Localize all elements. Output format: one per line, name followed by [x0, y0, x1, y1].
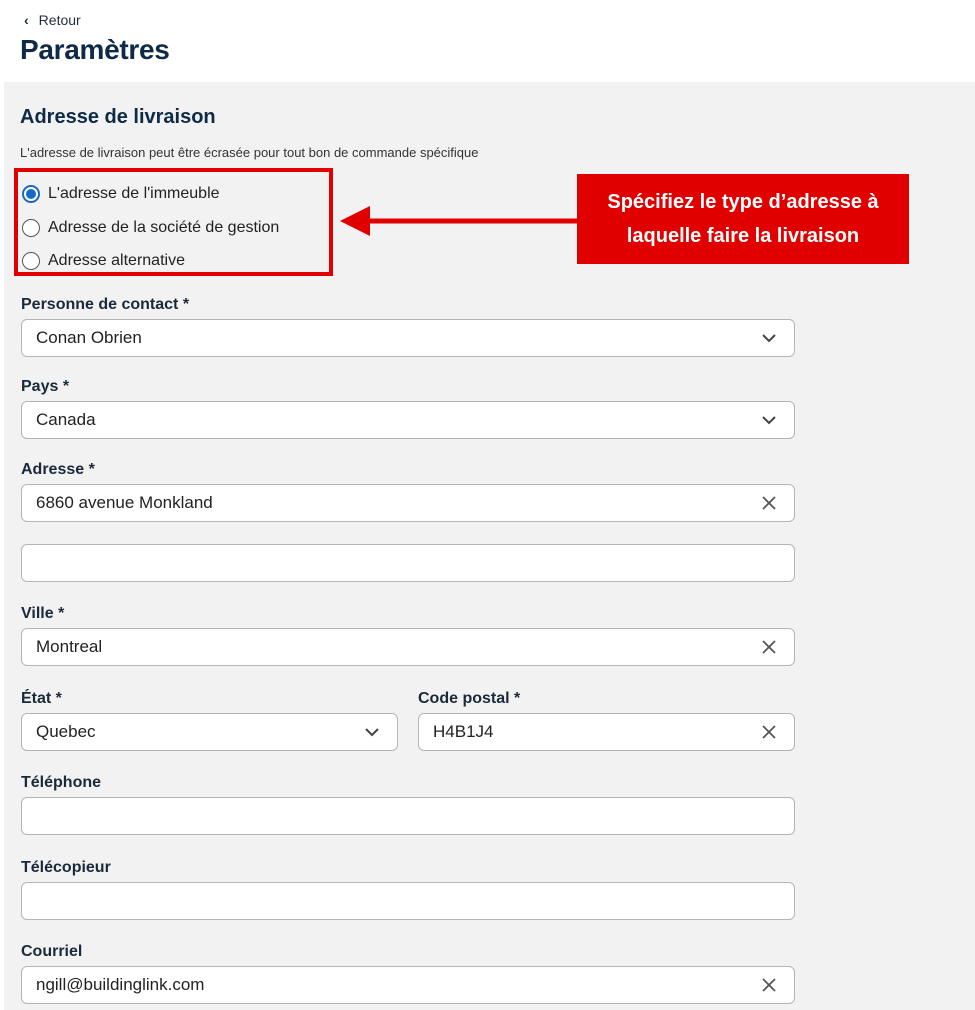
- close-icon[interactable]: [758, 974, 780, 996]
- callout-box: [577, 174, 909, 264]
- state-value: Quebec: [36, 722, 96, 741]
- city-value: Montreal: [36, 637, 103, 656]
- phone-label: Téléphone: [21, 774, 102, 791]
- radio-label: Adresse de la société de gestion: [48, 219, 280, 236]
- chevron-down-icon[interactable]: [361, 721, 383, 743]
- contact-label: Personne de contact *: [21, 296, 190, 313]
- country-select[interactable]: [21, 401, 795, 439]
- address-line2-input[interactable]: [21, 544, 795, 582]
- radio-alternative-address[interactable]: [22, 252, 185, 270]
- fax-input[interactable]: [21, 882, 795, 920]
- page-title: Paramètres: [20, 34, 170, 65]
- country-label: Pays *: [21, 378, 70, 395]
- radio-management-address[interactable]: [22, 219, 279, 237]
- postal-label: Code postal *: [418, 690, 521, 707]
- section-title: Adresse de livraison: [20, 106, 216, 128]
- callout-line-1: Spécifiez le type d’adresse à: [607, 191, 879, 213]
- radio-unchecked-icon: [22, 252, 40, 270]
- back-label: Retour: [38, 12, 81, 28]
- contact-select[interactable]: [21, 319, 795, 357]
- radio-label: L'adresse de l'immeuble: [48, 185, 220, 202]
- fax-label: Télécopieur: [21, 859, 111, 876]
- chevron-down-icon[interactable]: [758, 327, 780, 349]
- section-note: L'adresse de livraison peut être écrasée pour tout bon de commande spécifique: [20, 145, 479, 160]
- radio-building-address[interactable]: [22, 185, 220, 203]
- postal-input[interactable]: [418, 713, 795, 751]
- email-value: ngill@buildinglink.com: [36, 975, 205, 994]
- radio-unchecked-icon: [22, 219, 40, 237]
- city-label: Ville *: [21, 605, 65, 622]
- address-label: Adresse *: [21, 461, 95, 478]
- country-value: Canada: [36, 410, 96, 429]
- state-label: État *: [21, 690, 62, 707]
- phone-input[interactable]: [21, 797, 795, 835]
- back-link[interactable]: [24, 12, 81, 28]
- close-icon[interactable]: [758, 492, 780, 514]
- callout-arrow-icon: [340, 204, 580, 238]
- callout-line-2: laquelle faire la livraison: [626, 225, 860, 247]
- email-input[interactable]: [21, 966, 795, 1004]
- chevron-left-icon: ‹: [24, 12, 29, 28]
- address-line1-value: 6860 avenue Monkland: [36, 493, 213, 512]
- state-select[interactable]: [21, 713, 398, 751]
- contact-value: Conan Obrien: [36, 328, 142, 347]
- radio-checked-icon: [22, 185, 40, 203]
- postal-value: H4B1J4: [433, 722, 494, 741]
- close-icon[interactable]: [758, 721, 780, 743]
- chevron-down-icon[interactable]: [758, 409, 780, 431]
- city-input[interactable]: [21, 628, 795, 666]
- address-line1-input[interactable]: [21, 484, 795, 522]
- close-icon[interactable]: [758, 636, 780, 658]
- email-label: Courriel: [21, 943, 83, 960]
- radio-label: Adresse alternative: [48, 252, 185, 269]
